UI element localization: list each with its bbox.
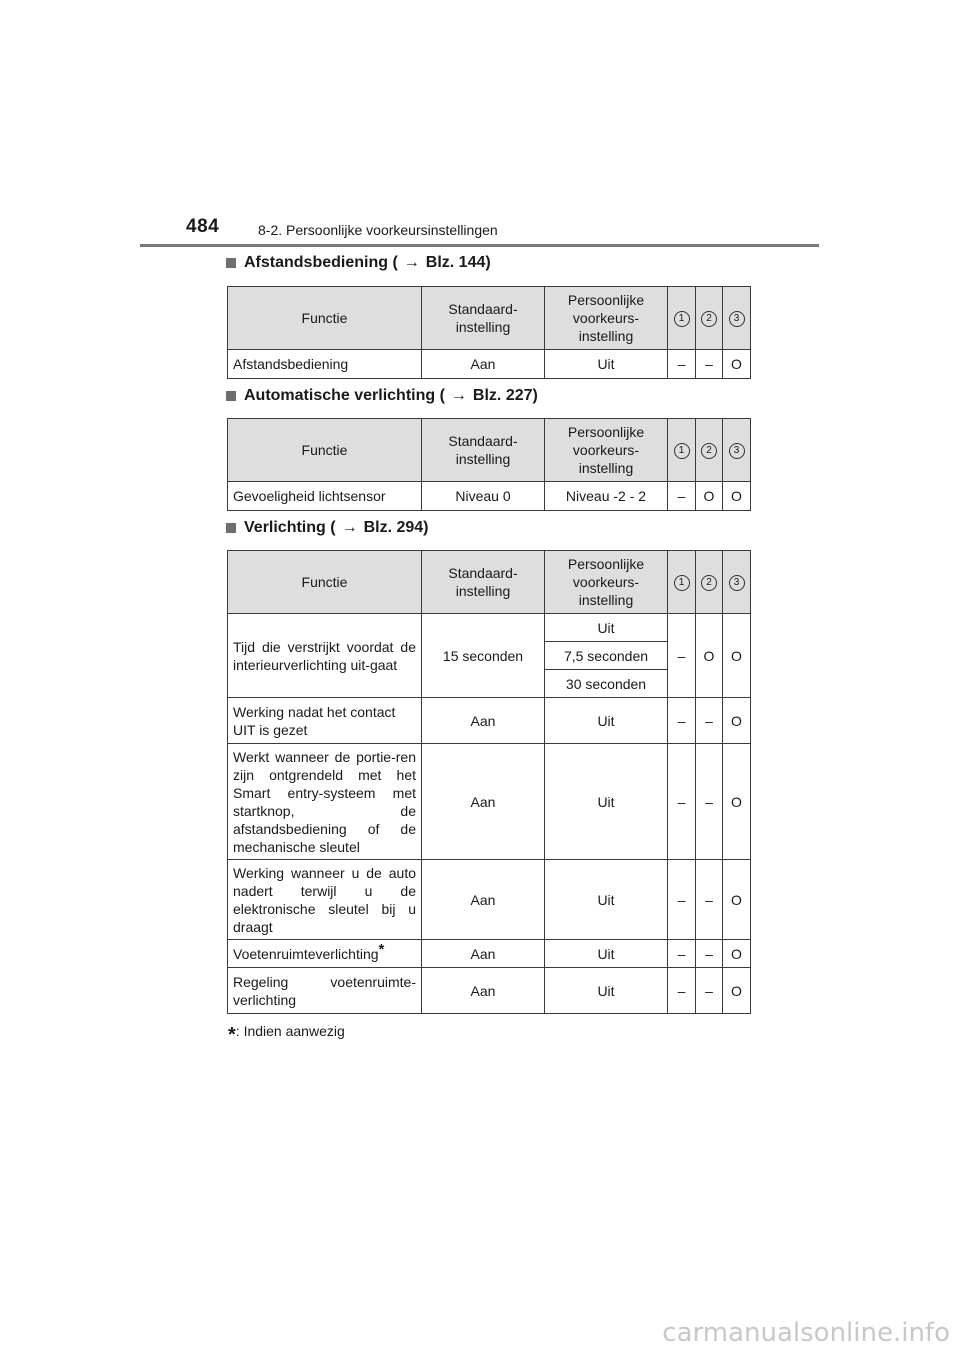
column-header-3: [723, 287, 751, 350]
settings-table-afstandsbediening: [227, 286, 751, 379]
cell-c2: –: [696, 968, 723, 1014]
circled-number-icon: 2: [701, 575, 717, 591]
bullet-square-icon: [226, 523, 236, 533]
cell-c1: –: [668, 968, 696, 1014]
page-reference[interactable]: Blz. 144): [425, 254, 491, 271]
bullet-square-icon: [226, 391, 236, 401]
section-heading-automatische-verlichting: [226, 387, 538, 405]
circled-number-icon: 2: [701, 443, 717, 459]
table-row: [228, 698, 751, 744]
cell-default: 15 seconden: [422, 614, 545, 698]
column-header-3: [723, 551, 751, 614]
cell-c3: O: [723, 744, 751, 860]
circled-number-icon: 3: [729, 311, 745, 327]
cell-personal: Uit: [545, 350, 668, 379]
cell-default: Aan: [422, 350, 545, 379]
footnote: [228, 1023, 345, 1047]
cell-personal: Uit: [545, 860, 668, 940]
cell-c2: O: [696, 482, 723, 511]
table-row: [228, 482, 751, 511]
header-divider: [140, 244, 819, 247]
cell-personal: Uit: [545, 698, 668, 744]
cell-personal: Niveau -2 - 2: [545, 482, 668, 511]
cell-function: Gevoeligheid lichtsensor: [228, 482, 422, 511]
column-header-3: [723, 419, 751, 482]
circled-number-icon: 1: [674, 311, 690, 327]
table-header-row: [228, 419, 751, 482]
cell-personal: Uit: [545, 968, 668, 1014]
cell-default: Aan: [422, 968, 545, 1014]
cell-c3: O: [723, 698, 751, 744]
cell-c2: –: [696, 744, 723, 860]
page-reference[interactable]: Blz. 227): [472, 387, 538, 404]
table-row: [228, 860, 751, 940]
cell-c1: –: [668, 614, 696, 698]
cell-personal-option: 7,5 seconden: [545, 642, 668, 670]
column-header-personal: Persoonlijke voorkeurs- instelling: [545, 551, 668, 614]
cell-c1: –: [668, 482, 696, 511]
column-header-default: Standaard- instelling: [422, 419, 545, 482]
cell-personal-option: Uit: [545, 614, 668, 642]
table-header-row: [228, 551, 751, 614]
settings-table-automatische-verlichting: [227, 418, 751, 511]
arrow-icon: →: [450, 387, 467, 404]
table-header-row: [228, 287, 751, 350]
column-header-personal: Persoonlijke voorkeurs- instelling: [545, 287, 668, 350]
cell-c3: O: [723, 350, 751, 379]
circled-number-icon: 3: [729, 443, 745, 459]
cell-personal-option: 30 seconden: [545, 670, 668, 698]
column-header-2: [696, 287, 723, 350]
cell-c1: –: [668, 940, 696, 968]
watermark-logo: carmanualsonline.info: [662, 1318, 950, 1348]
cell-function: Werking nadat het contact UIT is gezet: [228, 698, 422, 744]
cell-c3: O: [723, 968, 751, 1014]
cell-c1: –: [668, 350, 696, 379]
cell-function: Afstandsbediening: [228, 350, 422, 379]
circled-number-icon: 1: [674, 443, 690, 459]
cell-c2: –: [696, 698, 723, 744]
footnote-marker: *: [228, 1024, 236, 1046]
column-header-2: [696, 419, 723, 482]
column-header-2: [696, 551, 723, 614]
section-title: Automatische verlichting (: [244, 387, 445, 404]
table-row: [228, 744, 751, 860]
table-row: [228, 350, 751, 379]
cell-default: Niveau 0: [422, 482, 545, 511]
cell-function: [228, 940, 422, 968]
footnote-marker: *: [378, 940, 385, 958]
footnote-text: : Indien aanwezig: [235, 1023, 345, 1039]
chapter-title: 8-2. Persoonlijke voorkeursinstellingen: [258, 222, 498, 238]
cell-c3: O: [723, 482, 751, 511]
cell-function: Werkt wanneer de portie-ren zijn ontgrendeld met het Smart entry-systeem met startknop, de afstandsbediening of de mechanische sleutel: [228, 744, 422, 860]
cell-c2: –: [696, 350, 723, 379]
page-reference[interactable]: Blz. 294): [363, 519, 429, 536]
column-header-function: Functie: [228, 551, 422, 614]
arrow-icon: →: [403, 254, 420, 271]
arrow-icon: →: [341, 519, 358, 536]
cell-default: Aan: [422, 940, 545, 968]
cell-c2: –: [696, 860, 723, 940]
table-row: [228, 968, 751, 1014]
section-heading-verlichting: [226, 519, 429, 537]
cell-function: Werking wanneer u de auto nadert terwijl u de elektronische sleutel bij u draagt: [228, 860, 422, 940]
column-header-1: [668, 419, 696, 482]
cell-c2: O: [696, 614, 723, 698]
cell-default: Aan: [422, 744, 545, 860]
cell-function-text: Voetenruimteverlichting: [233, 945, 379, 962]
column-header-function: Functie: [228, 419, 422, 482]
cell-personal: Uit: [545, 744, 668, 860]
cell-personal: Uit: [545, 940, 668, 968]
cell-default: Aan: [422, 698, 545, 744]
circled-number-icon: 1: [674, 575, 690, 591]
cell-default: Aan: [422, 860, 545, 940]
cell-c3: O: [723, 614, 751, 698]
section-title: Afstandsbediening (: [244, 254, 398, 271]
column-header-1: [668, 551, 696, 614]
page-number: 484: [186, 216, 220, 237]
column-header-1: [668, 287, 696, 350]
cell-c3: O: [723, 940, 751, 968]
column-header-default: Standaard- instelling: [422, 551, 545, 614]
column-header-default: Standaard- instelling: [422, 287, 545, 350]
circled-number-icon: 3: [729, 575, 745, 591]
cell-c1: –: [668, 860, 696, 940]
section-title: Verlichting (: [244, 519, 336, 536]
cell-c1: –: [668, 744, 696, 860]
table-row: [228, 614, 751, 642]
bullet-square-icon: [226, 258, 236, 268]
column-header-personal: Persoonlijke voorkeurs- instelling: [545, 419, 668, 482]
section-heading-afstandsbediening: [226, 254, 491, 272]
circled-number-icon: 2: [701, 311, 717, 327]
table-row: [228, 940, 751, 968]
settings-table-verlichting: [227, 550, 751, 1014]
cell-function: Tijd die verstrijkt voordat de interieurverlichting uit-gaat: [228, 614, 422, 698]
cell-c2: –: [696, 940, 723, 968]
cell-function: Regeling voetenruimte-verlichting: [228, 968, 422, 1014]
column-header-function: Functie: [228, 287, 422, 350]
cell-c1: –: [668, 698, 696, 744]
cell-c3: O: [723, 860, 751, 940]
